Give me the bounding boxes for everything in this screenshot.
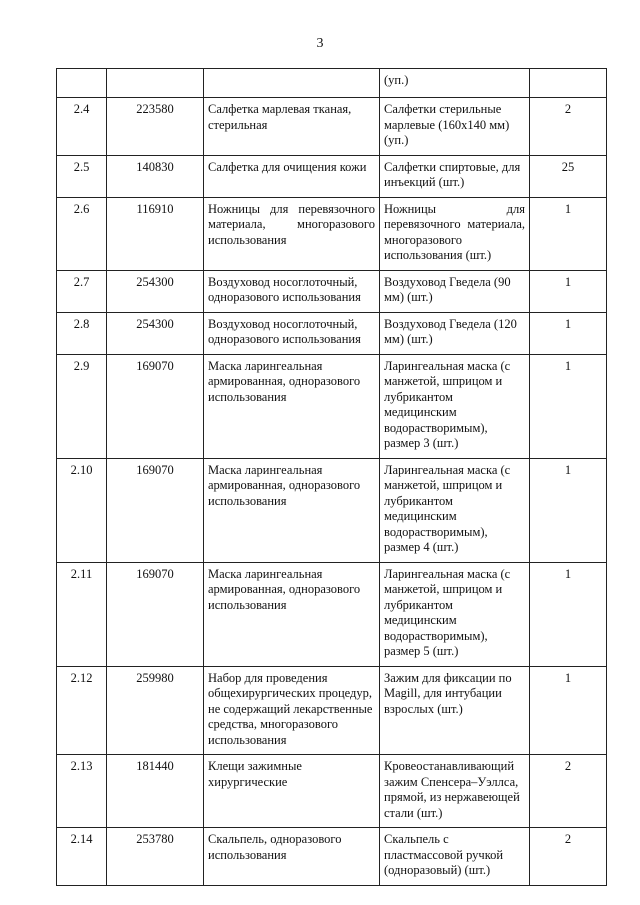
row-number: 2.7 [57,270,107,312]
row-name: Воздуховод носоглоточный, одноразового использования [204,270,380,312]
row-code: 223580 [107,98,204,156]
row-code: 169070 [107,354,204,458]
row-number: 2.13 [57,755,107,828]
row-quantity: 1 [530,666,607,755]
row-name: Набор для проведения общехирургических процедур, не содержащий лекарственные средства, многоразового использования [204,666,380,755]
row-name: Воздуховод носоглоточный, одноразового использования [204,312,380,354]
row-quantity: 2 [530,828,607,886]
table-row [57,828,607,886]
row-number: 2.8 [57,312,107,354]
row-quantity: 1 [530,197,607,270]
row-code: 169070 [107,562,204,666]
row-code [107,69,204,98]
row-number: 2.5 [57,155,107,197]
row-code: 181440 [107,755,204,828]
row-name: Клещи зажимные хирургические [204,755,380,828]
row-description: Скальпель с пластмассовой ручкой (одноразовый) (шт.) [380,828,530,886]
row-description: Зажим для фиксации по Magill, для интубации взрослых (шт.) [380,666,530,755]
row-description: Кровеостанавливающий зажим Спенсера–Уэллса, прямой, из нержавеющей стали (шт.) [380,755,530,828]
row-name: Скальпель, одноразового использования [204,828,380,886]
row-description: Воздуховод Гведела (120 мм) (шт.) [380,312,530,354]
row-description: Ларингеальная маска (с манжетой, шприцом и лубрикантом медицинским водорастворимым), размер 3 (шт.) [380,354,530,458]
row-number: 2.6 [57,197,107,270]
row-number: 2.10 [57,458,107,562]
row-name: Маска ларингеальная армированная, одноразового использования [204,562,380,666]
row-code: 116910 [107,197,204,270]
row-number [57,69,107,98]
row-quantity: 2 [530,755,607,828]
row-description: Салфетки стерильные марлевые (160х140 мм) (уп.) [380,98,530,156]
row-number: 2.12 [57,666,107,755]
row-number: 2.14 [57,828,107,886]
row-description: Воздуховод Гведела (90 мм) (шт.) [380,270,530,312]
row-quantity [530,69,607,98]
row-quantity: 2 [530,98,607,156]
table-row [57,562,607,666]
table-row [57,98,607,156]
row-name: Салфетка для очищения кожи [204,155,380,197]
row-code: 169070 [107,458,204,562]
row-code: 140830 [107,155,204,197]
table-row [57,755,607,828]
row-quantity: 1 [530,312,607,354]
row-code: 254300 [107,312,204,354]
table-row [57,197,607,270]
row-description: Ларингеальная маска (с манжетой, шприцом и лубрикантом медицинским водорастворимым), размер 4 (шт.) [380,458,530,562]
row-name: Маска ларингеальная армированная, одноразового использования [204,458,380,562]
row-quantity: 1 [530,562,607,666]
table-row [57,69,607,98]
row-description: Салфетки спиртовые, для инъекций (шт.) [380,155,530,197]
row-name [204,69,380,98]
row-code: 254300 [107,270,204,312]
row-code: 253780 [107,828,204,886]
row-quantity: 25 [530,155,607,197]
row-quantity: 1 [530,354,607,458]
table-row [57,155,607,197]
row-number: 2.4 [57,98,107,156]
row-description: Ларингеальная маска (с манжетой, шприцом и лубрикантом медицинским водорастворимым), размер 5 (шт.) [380,562,530,666]
row-name: Маска ларингеальная армированная, одноразового использования [204,354,380,458]
equipment-table [56,68,607,886]
table-row [57,354,607,458]
row-description: (уп.) [380,69,530,98]
row-name: Салфетка марлевая тканая, стерильная [204,98,380,156]
page-number: 3 [316,36,324,51]
row-number: 2.9 [57,354,107,458]
row-quantity: 1 [530,270,607,312]
row-quantity: 1 [530,458,607,562]
table-row [57,270,607,312]
row-code: 259980 [107,666,204,755]
row-number: 2.11 [57,562,107,666]
table-row [57,666,607,755]
row-description: Ножницы для перевязочного материала, многоразового использования (шт.) [380,197,530,270]
table-row [57,458,607,562]
row-name: Ножницы для перевязочного материала, многоразового использования [204,197,380,270]
table-row [57,312,607,354]
